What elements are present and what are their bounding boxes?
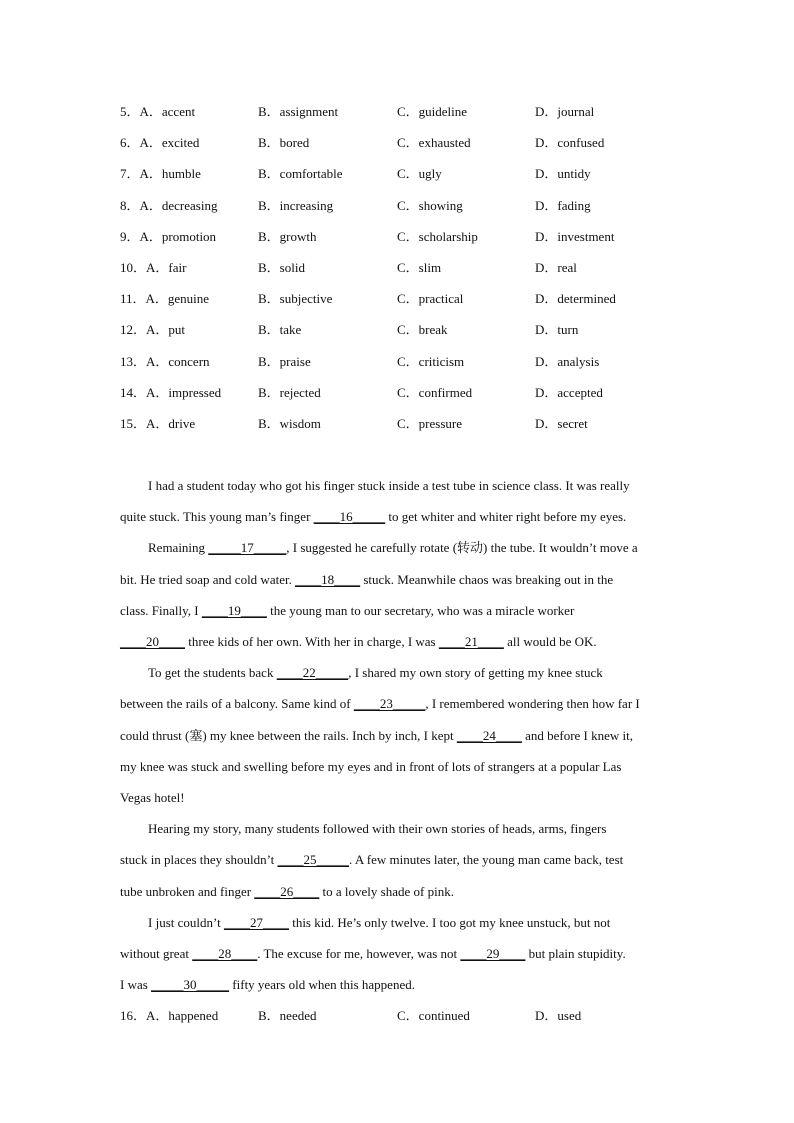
option-a: 13．A．concern xyxy=(120,353,210,369)
answer-blank: ____24____ xyxy=(456,727,522,743)
option-c: C．showing xyxy=(397,197,463,213)
passage-text: and before I knew it, xyxy=(521,727,634,743)
passage-text: without great xyxy=(120,946,193,961)
option-d: D．fading xyxy=(535,197,591,213)
option-b: B．bored xyxy=(258,135,310,151)
passage-line xyxy=(120,882,454,902)
answer-blank: ____19____ xyxy=(201,602,267,618)
option-d: D．analysis xyxy=(535,353,600,369)
option-d: D．turn xyxy=(535,322,579,338)
passage-line xyxy=(120,601,574,621)
option-a: 11．A．genuine xyxy=(120,291,210,307)
passage-text: I just couldn’t xyxy=(148,914,224,930)
option-d: D．determined xyxy=(535,291,616,307)
option-b: B．rejected xyxy=(258,384,321,400)
option-a: 10．A．fair xyxy=(120,260,187,275)
passage-line xyxy=(148,663,603,683)
passage-line xyxy=(148,538,638,558)
passage-line xyxy=(120,850,623,870)
passage-text: , I remembered wondering then how far I xyxy=(425,696,640,712)
option-a: 15．A．drive xyxy=(120,416,196,431)
passage-line xyxy=(120,788,185,808)
passage-line xyxy=(120,726,633,746)
option-b: B．take xyxy=(258,322,302,338)
answer-blank: ____20____ xyxy=(120,634,185,649)
passage-line xyxy=(120,507,626,527)
answer-blank: ____26____ xyxy=(254,883,320,899)
answer-blank: ____23_____ xyxy=(353,696,426,712)
option-c: C．confirmed xyxy=(397,384,473,400)
passage-text: , I suggested he carefully rotate (转动) the tube. It wouldn’t move a xyxy=(286,540,638,556)
option-d: D．secret xyxy=(535,416,588,431)
option-a: 14．A．impressed xyxy=(120,384,222,400)
passage-line xyxy=(148,913,610,933)
option-a: 6．A．excited xyxy=(120,135,200,151)
option-b: B．praise xyxy=(258,353,311,369)
passage-text: all would be OK. xyxy=(503,634,597,649)
option-a: 12．A．put xyxy=(120,322,186,338)
option-b: B．assignment xyxy=(258,104,339,119)
passage-text: to a lovely shade of pink. xyxy=(319,883,454,899)
option-c: C．practical xyxy=(397,291,464,307)
passage-text: Vegas hotel! xyxy=(120,790,185,805)
passage-line xyxy=(120,570,613,590)
passage-line xyxy=(120,757,621,777)
option-d: D．confused xyxy=(535,135,605,151)
passage-text: To get the students back xyxy=(148,665,277,681)
option-b: B．comfortable xyxy=(258,166,343,182)
passage-text: could thrust (塞) my knee between the rails. Inch by inch, I kept xyxy=(120,727,457,743)
passage-text: Hearing my story, many students followed with their own stories of heads, arms, fingers xyxy=(148,821,607,837)
passage-line xyxy=(120,632,597,652)
passage-text: class. Finally, I xyxy=(120,602,202,618)
passage-text: but plain stupidity. xyxy=(525,946,626,961)
passage-text: . The excuse for me, however, was not xyxy=(257,946,461,961)
answer-blank: ____16_____ xyxy=(313,509,386,525)
passage-line xyxy=(120,694,640,714)
answer-blank: ____27____ xyxy=(223,914,289,930)
passage-text: bit. He tried soap and cold water. xyxy=(120,571,296,587)
option-c: C．continued xyxy=(397,1008,470,1024)
passage-text: fifty years old when this happened. xyxy=(229,977,415,993)
answer-blank: ____29____ xyxy=(460,946,526,961)
option-c: C．guideline xyxy=(397,104,468,119)
passage-text: stuck in places they shouldn’t xyxy=(120,852,278,868)
option-b: B．growth xyxy=(258,228,317,244)
answer-blank: _____30_____ xyxy=(151,977,230,993)
option-a: 9．A．promotion xyxy=(120,228,217,244)
passage-text: my knee was stuck and swelling before my eyes and in front of lots of strangers at a popular Las xyxy=(120,758,622,774)
option-d: D．investment xyxy=(535,228,615,244)
passage-text: Remaining xyxy=(148,540,209,556)
option-a: 8．A．decreasing xyxy=(120,197,218,213)
passage-text: . A few minutes later, the young man came back, test xyxy=(349,852,624,868)
option-d: D．used xyxy=(535,1008,582,1024)
passage-text: quite stuck. This young man’s finger xyxy=(120,509,314,525)
option-b: B．needed xyxy=(258,1008,317,1024)
option-c: C．scholarship xyxy=(397,228,478,244)
option-b: B．solid xyxy=(258,260,305,275)
option-c: C．exhausted xyxy=(397,135,471,151)
option-b: B．subjective xyxy=(258,291,333,307)
option-c: C．ugly xyxy=(397,166,442,182)
passage-text: this kid. He’s only twelve. I too got my knee unstuck, but not xyxy=(288,914,611,930)
passage-text: stuck. Meanwhile chaos was breaking out in the xyxy=(360,571,614,587)
option-b: B．increasing xyxy=(258,197,334,213)
option-c: C．slim xyxy=(397,260,442,275)
passage-text: tube unbroken and finger xyxy=(120,883,255,899)
option-b: B．wisdom xyxy=(258,416,321,431)
option-d: D．real xyxy=(535,260,577,275)
option-c: C．criticism xyxy=(397,353,465,369)
passage-text: , I shared my own story of getting my knee stuck xyxy=(348,665,603,681)
answer-blank: ____28____ xyxy=(192,946,258,961)
answer-blank: ____22_____ xyxy=(276,665,349,681)
passage-text: between the rails of a balcony. Same kind of xyxy=(120,696,354,712)
option-d: D．accepted xyxy=(535,384,603,400)
option-a: 5．A．accent xyxy=(120,104,196,119)
option-a: 16．A．happened xyxy=(120,1008,219,1024)
option-c: C．pressure xyxy=(397,416,462,431)
passage-line xyxy=(148,476,630,496)
answer-blank: ____21____ xyxy=(438,634,504,649)
passage-line xyxy=(120,944,626,964)
passage-text: the young man to our secretary, who was a miracle worker xyxy=(266,602,575,618)
option-d: D．journal xyxy=(535,104,595,119)
passage-text: three kids of her own. With her in charge, I was xyxy=(185,634,439,649)
passage-text: I was xyxy=(120,977,152,993)
option-a: 7．A．humble xyxy=(120,166,201,182)
answer-blank: ____25_____ xyxy=(277,852,350,868)
answer-blank: ____18____ xyxy=(295,571,361,587)
answer-blank: _____17_____ xyxy=(208,540,287,556)
passage-text: I had a student today who got his finger stuck inside a test tube in science class. It was really xyxy=(148,478,630,493)
option-d: D．untidy xyxy=(535,166,591,182)
passage-text: to get whiter and whiter right before my eyes. xyxy=(385,509,627,525)
option-c: C．break xyxy=(397,322,448,338)
passage-line xyxy=(148,819,606,839)
passage-line xyxy=(120,975,415,995)
